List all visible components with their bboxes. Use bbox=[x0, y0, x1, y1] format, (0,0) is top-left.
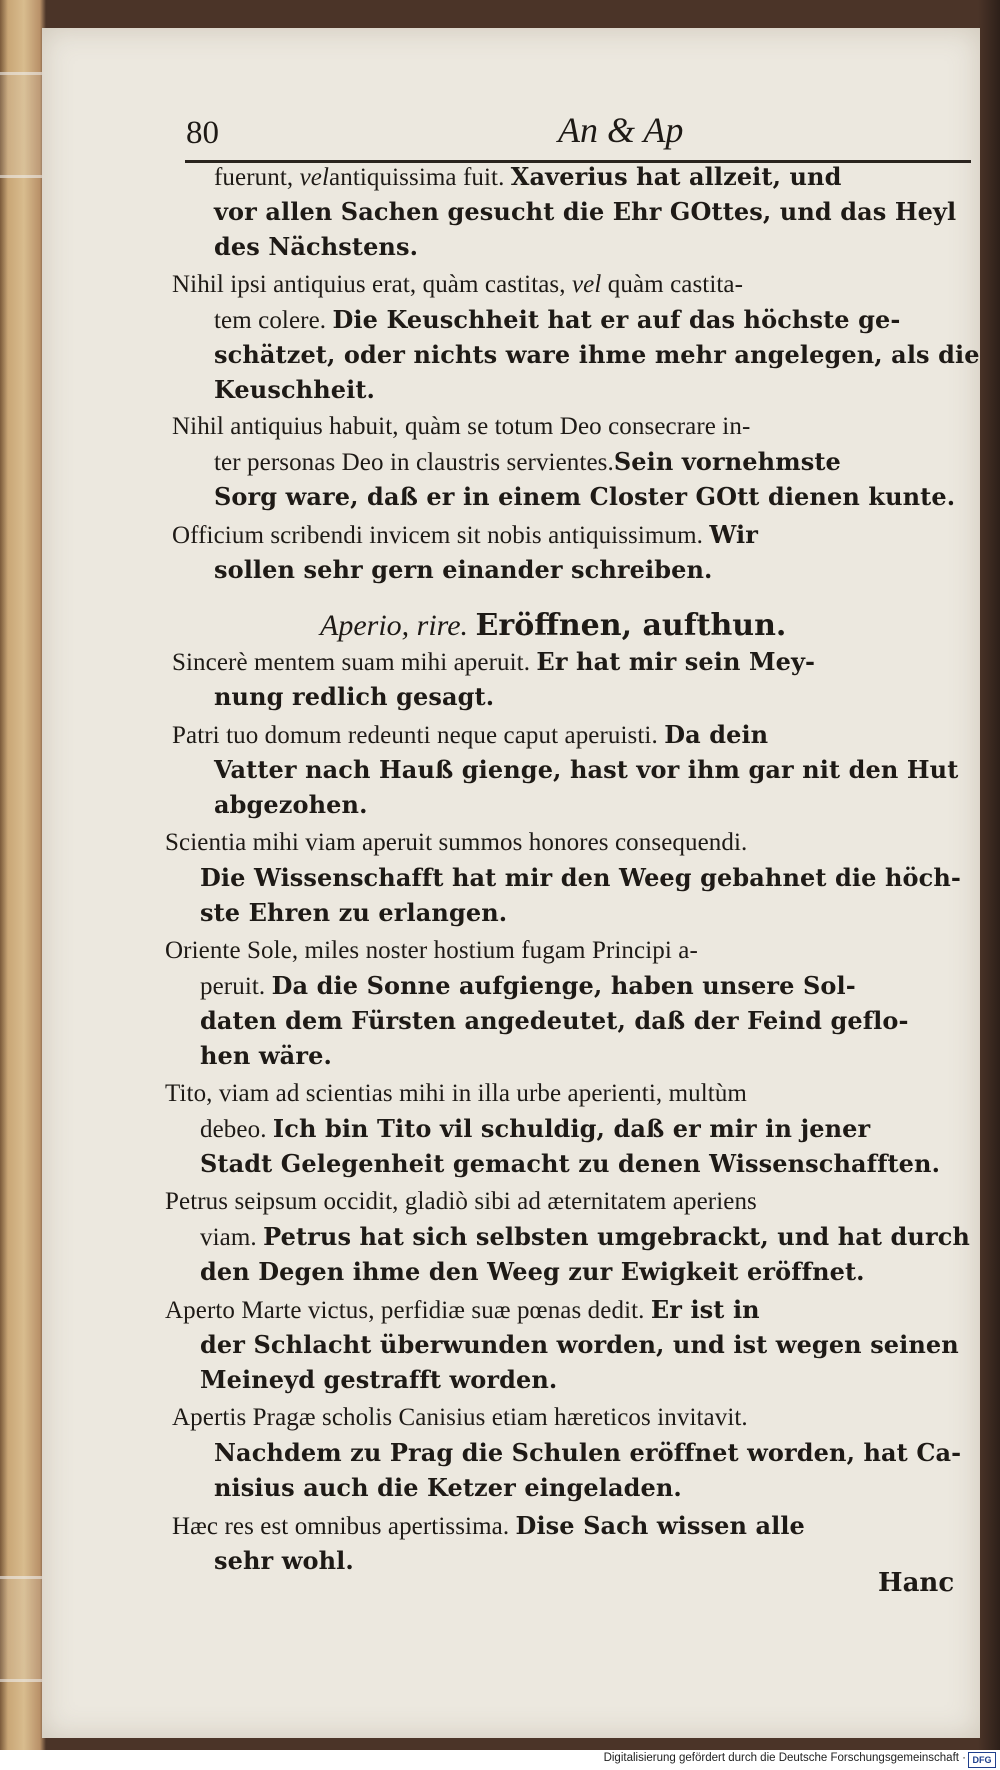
text-line bbox=[200, 1112, 870, 1147]
text-line bbox=[165, 1293, 760, 1328]
footer-credit: Digitalisierung gefördert durch die Deutsche Forschungsgemeinschaft · bbox=[603, 1752, 966, 1764]
text-line bbox=[165, 826, 747, 860]
german-text: abgezohen. bbox=[214, 790, 368, 819]
german-text: Die Keuschheit hat er auf das höchste ge- bbox=[332, 305, 901, 334]
latin-text: ter personas Deo in claustris servientes. bbox=[214, 449, 614, 476]
text-line bbox=[214, 230, 418, 265]
italic-text: vel bbox=[299, 164, 330, 191]
italic-text: vel bbox=[571, 271, 602, 298]
german-text: hen wäre. bbox=[200, 1041, 332, 1070]
latin-text: viam. bbox=[200, 1224, 264, 1251]
german-text: Nachdem zu Prag die Schulen eröffnet worden, hat Ca- bbox=[214, 1438, 962, 1467]
text-line bbox=[214, 445, 841, 480]
latin-text: antiquissima fuit. bbox=[329, 164, 511, 191]
latin-text: Patri tuo domum redeunti neque caput aperuisti. bbox=[172, 722, 665, 749]
german-text: Ich bin Tito vil schuldig, daß er mir in jener bbox=[272, 1114, 871, 1143]
text-line bbox=[200, 1147, 940, 1182]
german-text: ste Ehren zu erlangen. bbox=[200, 898, 508, 927]
german-text: Stadt Gelegenheit gemacht zu denen Wissenschafften. bbox=[200, 1149, 941, 1178]
latin-text: fuerunt, bbox=[214, 164, 300, 191]
german-text: Xaverius hat allzeit, und bbox=[510, 162, 842, 191]
german-text: Meineyd gestrafft worden. bbox=[200, 1365, 558, 1394]
german-text: des Nächstens. bbox=[214, 232, 419, 261]
german-text: sollen sehr gern einander schreiben. bbox=[214, 555, 713, 584]
latin-text: Scientia mihi viam aperuit summos honores consequendi. bbox=[165, 829, 748, 856]
footer-bar bbox=[0, 1750, 1000, 1770]
latin-text: debeo. bbox=[200, 1116, 273, 1143]
german-text: Sein vornehmste bbox=[613, 447, 841, 476]
german-text: schätzet, oder nichts ware ihme mehr angelegen, als die bbox=[214, 340, 980, 369]
heading-german: Eröffnen, aufthun. bbox=[475, 608, 787, 643]
catchword: Hanc bbox=[878, 1568, 955, 1598]
text-line bbox=[200, 1220, 970, 1255]
text-line bbox=[200, 1039, 332, 1074]
text-line bbox=[165, 1185, 757, 1219]
text-line bbox=[200, 1328, 959, 1363]
latin-text: Tito, viam ad scientias mihi in illa urbe aperienti, multùm bbox=[165, 1080, 747, 1107]
german-text: Er hat mir sein Mey- bbox=[536, 647, 816, 676]
latin-text: tem colere. bbox=[214, 307, 333, 334]
heading-latin: Aperio, rire. bbox=[320, 609, 469, 642]
entry-heading bbox=[320, 606, 786, 646]
text-line bbox=[200, 896, 507, 931]
german-text: der Schlacht überwunden worden, und ist wegen seinen bbox=[200, 1330, 959, 1359]
text-line bbox=[165, 1077, 747, 1111]
german-text: Da dein bbox=[664, 720, 769, 749]
latin-text: Nihil ipsi antiquius erat, quàm castitas, bbox=[172, 271, 572, 298]
running-head: An & Ap bbox=[558, 110, 684, 150]
text-line bbox=[214, 753, 958, 788]
german-text: Keuschheit. bbox=[214, 375, 376, 404]
text-line bbox=[172, 645, 815, 680]
text-line bbox=[214, 788, 368, 823]
german-text: vor allen Sachen gesucht die Ehr GOttes, und das Heyl bbox=[214, 197, 957, 226]
latin-text: Sincerè mentem suam mihi aperuit. bbox=[172, 649, 537, 676]
german-text: Vatter nach Hauß gienge, hast vor ihm gar nit den Hut bbox=[214, 755, 959, 784]
text-line bbox=[172, 410, 750, 444]
text-line bbox=[214, 480, 955, 515]
german-text: Dise Sach wissen alle bbox=[515, 1511, 805, 1540]
text-line bbox=[172, 1401, 748, 1435]
latin-text: Nihil antiquius habuit, quàm se totum Deo consecrare in- bbox=[172, 413, 751, 440]
text-line bbox=[214, 195, 956, 230]
text-line bbox=[214, 680, 494, 715]
german-text: sehr wohl. bbox=[214, 1546, 354, 1575]
german-text: Wir bbox=[709, 520, 758, 549]
german-text: Sorg ware, daß er in einem Closter GOtt dienen kunte. bbox=[214, 482, 956, 511]
latin-text: peruit. bbox=[200, 973, 272, 1000]
latin-text: Officium scribendi invicem sit nobis antiquissimum. bbox=[172, 522, 710, 549]
text-line bbox=[200, 1255, 865, 1290]
text-line bbox=[214, 160, 841, 195]
latin-text: Apertis Pragæ scholis Canisius etiam hæreticos invitavit. bbox=[172, 1404, 748, 1431]
text-line bbox=[214, 553, 713, 588]
text-line bbox=[172, 1509, 805, 1544]
german-text: nisius auch die Ketzer eingeladen. bbox=[214, 1473, 682, 1502]
text-line bbox=[214, 1471, 682, 1506]
text-line bbox=[172, 268, 743, 302]
german-text: Er ist in bbox=[650, 1295, 760, 1324]
dfg-logo: DFG bbox=[968, 1752, 996, 1768]
german-text: den Degen ihme den Weeg zur Ewigkeit eröffnet. bbox=[200, 1257, 865, 1286]
text-line bbox=[165, 934, 698, 968]
latin-text: Petrus seipsum occidit, gladiò sibi ad æternitatem aperiens bbox=[165, 1188, 757, 1215]
german-text: Die Wissenschafft hat mir den Weeg gebahnet die höch- bbox=[200, 863, 961, 892]
text-line bbox=[214, 373, 375, 408]
latin-text: quàm castita- bbox=[601, 271, 744, 298]
text-line bbox=[200, 969, 856, 1004]
text-line bbox=[214, 303, 900, 338]
text-line bbox=[200, 861, 961, 896]
text-line bbox=[172, 718, 768, 753]
latin-text: Oriente Sole, miles noster hostium fugam Principi a- bbox=[165, 937, 698, 964]
text-line bbox=[214, 338, 980, 373]
german-text: daten dem Fürsten angedeutet, daß der Feind geflo- bbox=[200, 1006, 909, 1035]
latin-text: Aperto Marte victus, perfidiæ suæ pœnas dedit. bbox=[165, 1297, 651, 1324]
page-number: 80 bbox=[186, 115, 219, 151]
german-text: Petrus hat sich selbsten umgebrackt, und hat durch bbox=[263, 1222, 970, 1251]
german-text: Da die Sonne aufgienge, haben unsere Sol- bbox=[271, 971, 856, 1000]
text-line bbox=[200, 1004, 909, 1039]
text-line bbox=[214, 1436, 961, 1471]
german-text: nung redlich gesagt. bbox=[214, 682, 495, 711]
text-line bbox=[200, 1363, 557, 1398]
latin-text: Hæc res est omnibus apertissima. bbox=[172, 1513, 516, 1540]
text-line bbox=[172, 518, 758, 553]
text-line bbox=[214, 1544, 354, 1579]
